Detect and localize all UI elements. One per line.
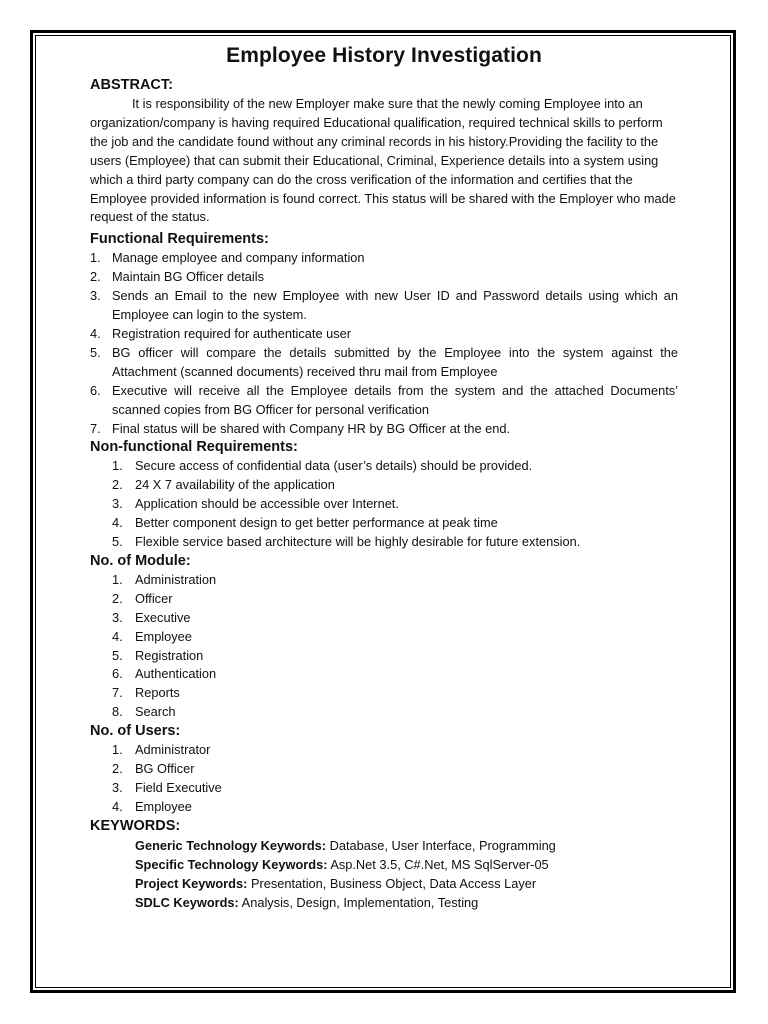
list-item: 3. Sends an Email to the new Employee with new User ID and Password details using which an Employee can login to the system.	[90, 288, 678, 323]
list-item: 4. Employee	[112, 628, 192, 644]
modules-list	[90, 571, 678, 722]
functional-list	[90, 249, 678, 438]
functional-heading: Functional Requirements:	[90, 231, 269, 248]
list-item: 7. Reports	[112, 685, 180, 701]
document-title: Employee History Investigation	[226, 44, 542, 67]
list-item: 6. Authentication	[112, 666, 217, 682]
list-item: 4. Better component design to get better performance at peak time	[112, 515, 498, 531]
list-item: 5. Flexible service based architecture will be highly desirable for future extension.	[112, 534, 581, 550]
keyword-line-specific: Specific Technology Keywords: Asp.Net 3.5, C#.Net, MS SqlServer-05	[135, 856, 549, 872]
keyword-line-sdlc: SDLC Keywords: Analysis, Design, Implementation, Testing	[135, 894, 479, 910]
list-item: 2. Officer	[112, 590, 173, 606]
list-item: 2. 24 X 7 availability of the application	[112, 477, 335, 493]
users-list	[90, 741, 678, 817]
list-item: 5. BG officer will compare the details submitted by the Employee into the system against the Attachment (scanned documents) received thru mail from Employee	[90, 344, 678, 379]
list-item: 7. Final status will be shared with Company HR by BG Officer at the end.	[90, 420, 511, 436]
list-item: 4. Employee	[112, 798, 192, 814]
list-item: 2. Maintain BG Officer details	[90, 269, 264, 285]
list-item: 1. Manage employee and company information	[90, 250, 365, 266]
list-item: 2. BG Officer	[112, 761, 195, 777]
nonfunctional-heading: Non-functional Requirements:	[90, 439, 298, 456]
keywords-heading: KEYWORDS:	[90, 817, 181, 834]
modules-heading: No. of Module:	[90, 552, 191, 569]
list-item: 8. Search	[112, 704, 176, 720]
list-item: 1. Administration	[112, 571, 217, 587]
keyword-line-project: Project Keywords: Presentation, Business Object, Data Access Layer	[135, 875, 537, 891]
list-item: 3. Application should be accessible over Internet.	[112, 496, 399, 512]
keyword-line-generic: Generic Technology Keywords: Database, User Interface, Programming	[135, 837, 556, 853]
document-body	[90, 44, 678, 912]
list-item: 1. Administrator	[112, 742, 211, 758]
list-item: 4. Registration required for authenticate user	[90, 325, 352, 341]
list-item: 3. Executive	[112, 609, 191, 625]
list-item: 5. Registration	[112, 647, 204, 663]
list-item: 3. Field Executive	[112, 780, 222, 795]
abstract-heading: ABSTRACT:	[90, 77, 173, 93]
list-item: 1. Secure access of confidential data (user’s details) should be provided.	[112, 458, 533, 474]
list-item: 6. Executive will receive all the Employee details from the system and the attached Documents’ scanned copies from BG Officer for personal verification	[90, 382, 678, 417]
nonfunctional-list	[90, 457, 678, 552]
abstract-text: It is responsibility of the new Employer make sure that the newly coming Employee into an organization/company is having required Educational qualification, required technical skills to perform the job and the candidate found without any criminal records in his history.Providing the facility to the users (Employee) that can submit their Educational, Criminal, Experience details into a system using which a third party company can do the cross verification of the information and certifies that the Employee provided information is found correct. This status will be shared with the Employer who made request of the status.	[90, 96, 676, 225]
users-heading: No. of Users:	[90, 723, 181, 740]
